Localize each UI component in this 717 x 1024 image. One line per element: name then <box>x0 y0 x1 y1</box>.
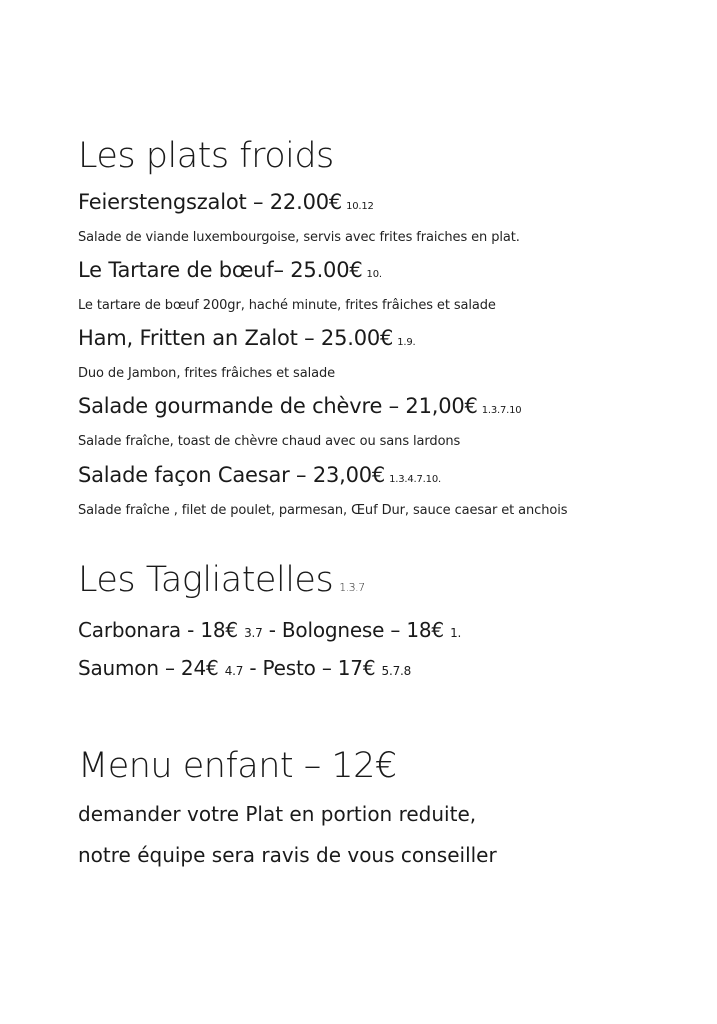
dish-name-price: Feierstengszalot – 22.00€ <box>78 190 343 214</box>
section-title-text: Menu enfant – 12€ <box>78 746 397 786</box>
allergen-codes: 5.7.8 <box>381 664 412 678</box>
kids-menu-line-2: notre équipe sera ravis de vous conseiller <box>78 843 497 867</box>
kids-menu-line-1: demander votre Plat en portion reduite, <box>78 802 477 826</box>
pasta-line-1 <box>78 618 461 642</box>
section-title-text: Les plats froids <box>78 136 334 176</box>
section-title-text: Les Tagliatelles <box>78 560 334 600</box>
section-title-tagliatelle <box>78 560 365 600</box>
allergen-codes: 1.9. <box>397 337 416 348</box>
section-title-kids-menu <box>78 746 397 786</box>
dish-feierstengszalot <box>78 190 374 214</box>
dish-description: Salade de viande luxembourgoise, servis avec frites fraiches en plat. <box>78 230 520 245</box>
dish-tartare <box>78 258 382 282</box>
allergen-codes: 1. <box>450 626 462 640</box>
dish-name-price: Le Tartare de bœuf– 25.00€ <box>78 258 363 282</box>
dish-description: Salade fraîche , filet de poulet, parmesan, Œuf Dur, sauce caesar et anchois <box>78 503 568 518</box>
pasta-bolognese: - Bolognese – 18€ <box>268 618 444 642</box>
dish-name-price: Ham, Fritten an Zalot – 25.00€ <box>78 326 394 350</box>
section-title-cold-dishes <box>78 136 334 176</box>
allergen-codes: 3.7 <box>244 626 263 640</box>
dish-salade-caesar <box>78 463 441 487</box>
pasta-saumon: Saumon – 24€ <box>78 656 219 680</box>
allergen-codes: 1.3.7 <box>339 581 365 594</box>
dish-name-price: Salade façon Caesar – 23,00€ <box>78 463 386 487</box>
dish-name-price: Salade gourmande de chèvre – 21,00€ <box>78 394 478 418</box>
dish-ham-fritten <box>78 326 416 350</box>
allergen-codes: 10.12 <box>346 201 374 212</box>
pasta-pesto: - Pesto – 17€ <box>249 656 376 680</box>
allergen-codes: 1.3.7.10 <box>481 405 522 416</box>
dish-description: Le tartare de bœuf 200gr, haché minute, frites frâiches et salade <box>78 298 496 313</box>
dish-salade-chevre <box>78 394 521 418</box>
allergen-codes: 4.7 <box>224 664 244 678</box>
allergen-codes: 1.3.4.7.10. <box>389 474 441 485</box>
pasta-carbonara: Carbonara - 18€ <box>78 618 238 642</box>
dish-description: Salade fraîche, toast de chèvre chaud avec ou sans lardons <box>78 434 461 449</box>
dish-description: Duo de Jambon, frites frâiches et salade <box>78 366 336 381</box>
pasta-line-2 <box>78 656 411 680</box>
allergen-codes: 10. <box>366 269 382 280</box>
